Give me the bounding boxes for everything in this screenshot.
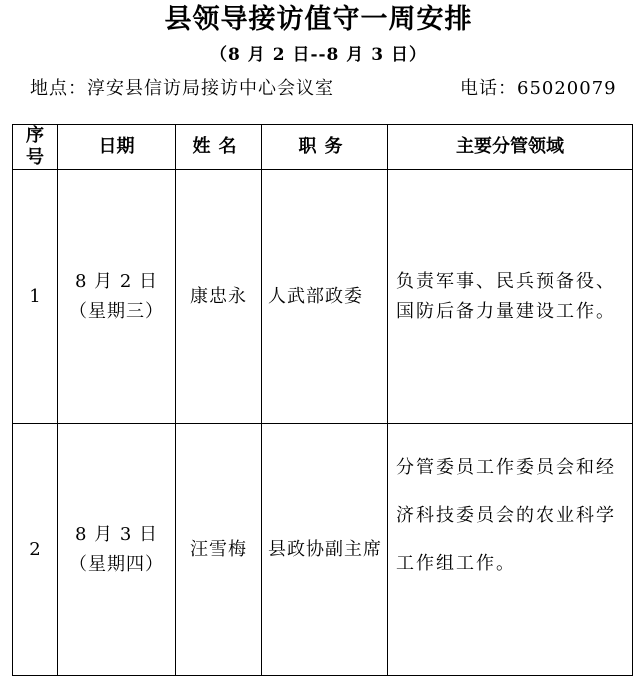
- row-date-weekday: （星期四）: [69, 553, 164, 575]
- table-row: [13, 424, 633, 676]
- row-area: [388, 424, 633, 676]
- header-name: 姓名: [176, 125, 262, 170]
- date-range-subtitle: （8 月 2 日--8 月 3 日）: [210, 45, 427, 65]
- row-date-day: 8 月 2 日: [74, 270, 159, 292]
- phone-text: 电话：65020079: [460, 78, 617, 99]
- row-name: 康忠永: [176, 170, 262, 424]
- row-date: [58, 170, 176, 424]
- row-date: [58, 424, 176, 676]
- row-index: 1: [13, 170, 58, 424]
- table-row: [13, 170, 633, 424]
- header-area: 主要分管领域: [388, 125, 633, 170]
- table-header-row: [13, 125, 633, 170]
- header-date: 日期: [58, 125, 176, 170]
- schedule-table: [12, 124, 633, 676]
- row-index: 2: [13, 424, 58, 676]
- row-position: [262, 170, 388, 424]
- location-text: 地点：淳安县信访局接访中心会议室: [30, 78, 334, 99]
- row-name: 汪雪梅: [176, 424, 262, 676]
- row-area: [388, 170, 633, 424]
- page-title: 县领导接访值守一周安排: [164, 4, 473, 35]
- header-index: 序号: [13, 125, 58, 170]
- header-position: 职务: [262, 125, 388, 170]
- row-area-text: 负责军事、民兵预备役、国防后备力量建设工作。: [396, 270, 616, 322]
- row-area-text: 分管委员工作委员会和经济科技委员会的农业科学工作组工作。: [396, 457, 616, 574]
- row-position-text: 人武部政委: [268, 285, 363, 307]
- row-date-weekday: （星期三）: [69, 300, 164, 322]
- row-date-day: 8 月 3 日: [74, 523, 159, 545]
- row-position-text: 县政协副主席: [268, 538, 382, 560]
- row-position: [262, 424, 388, 676]
